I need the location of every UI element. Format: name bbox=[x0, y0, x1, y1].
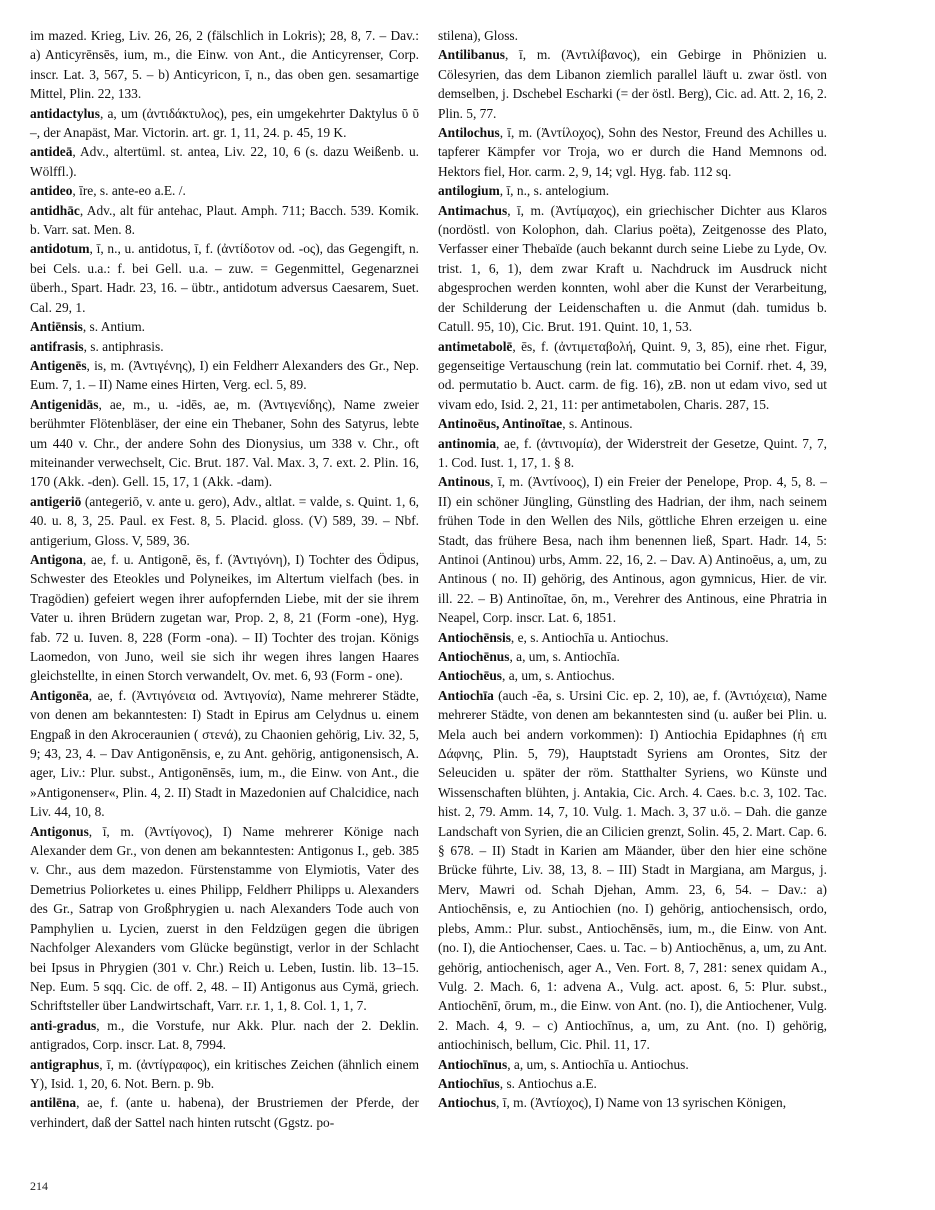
entry-text: , s. Antinous. bbox=[562, 416, 633, 432]
dictionary-entry bbox=[438, 686, 827, 1055]
entry-text: stilena), Gloss. bbox=[438, 28, 518, 43]
headword: antigeriō bbox=[30, 493, 82, 509]
headword: Antiochus bbox=[438, 1095, 497, 1111]
entry-text: , ī, n., s. antelogium. bbox=[499, 183, 610, 199]
entry-text: , s. Antiochus a.E. bbox=[499, 1075, 597, 1091]
headword: antidhāc bbox=[30, 202, 80, 218]
headword: antigraphus bbox=[30, 1056, 100, 1072]
headword: Antiochīus bbox=[438, 1075, 500, 1091]
dictionary-entry bbox=[30, 1055, 419, 1094]
dictionary-entry bbox=[438, 628, 827, 647]
dictionary-entry bbox=[30, 201, 419, 240]
dictionary-entry bbox=[30, 395, 419, 492]
headword: Antiochīa bbox=[438, 687, 494, 703]
entry-text: , ī, m. (Ἀντίγονος), I) Name mehrerer Könige nach Alexander dem Gr., von denen am bekanntesten: Antigonus I., geb. 385 v. Chr., aus dem mazedon. Fürstenstamme von Elymiotis, Vater des Demetrius Poliorketes u. eines Philipp, Feldherr Philipps u. Alexanders des Gr., Satrap von Großphrygien u. nach Alexanders Tode auch von Pamphylien u. Lycien, zuerst in den Feldzügen gegen die übrigen Nachfolger Alexanders vom Glücke begünstigt, verlor in der Schlacht bei Ipsus in Phrygien (301 v. Chr.) Reich u. Leben, Iustin. lib. 13–15. Nep. Eum. 5 sqq. Cic. de off. 2, 48. – II) Antigonus aus Cymä, griech. Schriftsteller über Landwirtschaft, Varr. r.r. 1, 1, 8. Col. 1, 1, 7. bbox=[30, 823, 419, 1014]
entry-text: , a, um, s. Antiochus. bbox=[502, 668, 615, 684]
dictionary-entry bbox=[30, 822, 419, 1016]
entry-text: , is, m. (Ἀντιγένης), I) ein Feldherr Alexanders des Gr., Nep. Eum. 7, 1. – II) Name eines Hirten, Verg. ecl. 5, 89. bbox=[30, 357, 419, 393]
headword: antilēna bbox=[30, 1095, 77, 1111]
headword: Antiochēnsis bbox=[438, 629, 511, 645]
entry-text: , īre, s. ante-eo a.E. /. bbox=[72, 183, 186, 199]
dictionary-entry bbox=[30, 181, 419, 200]
dictionary-entry bbox=[30, 492, 419, 550]
entry-text: , a, um, s. Antiochīa. bbox=[509, 649, 620, 664]
entry-text: , a, um (ἀντιδάκτυλος), pes, ein umgekehrter Daktylus ῦ ῦ –, der Anapäst, Mar. Victorin. art. gr. 1, 11, 24. p. 45, 19 K. bbox=[30, 105, 419, 141]
entry-text: , s. antiphrasis. bbox=[83, 338, 164, 354]
dictionary-entry bbox=[438, 337, 827, 415]
headword: Antiochēus bbox=[438, 668, 502, 684]
headword: Antiochīnus bbox=[438, 1056, 508, 1072]
headword: Antigenēs bbox=[30, 357, 87, 373]
entry-text: (auch -ēa, s. Ursini Cic. ep. 2, 10), ae, f. (Ἀντιόχεια), Name mehrerer Städte, von denen am bekanntesten sind (u. außer bei Plin. u. Mela auch bei andern vorkommen): I) Antiochia Epidaphnes (ἡ επι Δάφνης, Plin. 5, 79), Hauptstadt Syriens am Orontes, Sitz der Seleuciden u. später der röm. Statthalter Syriens, wo Künste und Wissenschaften blühten, j. Antakia, Cic. Arch. 4. Caes. b.c. 3, 102. Tac. hist. 2, 79. Amm. 14, 7, 10. Vulg. 1. Mach. 3, 37 u.ö. – Dah. die ganze Landschaft von Syrien, die an Cilicien grenzt, Solin. 45, 2. Mart. Cap. 6. § 678. – II) Stadt in Karien am Mäander, über den hier eine schöne Brücke führte, Liv. 38, 13, 8. – III) Stadt in Margiana, am Margus, j. Merv, Mawri od. Schah Djehan, Amm. 23, 6, 54. – Dav.: a) Antiochēnsis, e, zu Antiochien (no. I) gehörig, antiochensisch, ordo, plebs, Amm.: Plur. subst., Antiochēnsēs, ium, m., die Einw. von Ant. (no. I), die Antiochenser, Caes. u. Tac. – b) Antiochēnus, a, um, zu Ant. gehörig, antiochenisch, ager A., Ven. Fort. 8, 7, 281: senex quidam A., Vulg. 2. Mach. 6, 1: advena A., Vulg. act. apost. 6, 5: Plur. subst., Antiochēnī, ōrum, m., die Einw. von Ant. (no. I), die Antiochener, Vulg. 2. Mach. 4, 9. – c) Antiochīnus, a, um, zu Ant. (no. I) gehörig, antiochinisch, bellum, Cic. Phil. 11, 17. bbox=[438, 687, 827, 1053]
entry-text: , ī, m. (Ἀντίλοχος), Sohn des Nestor, Freund des Achilles u. tapferer Kämpfer vor Troja, wo er durch die Hand Memnons od. Hektors fiel, Hor. carm. 2, 9, 14; vgl. Hyg. fab. 112 sq. bbox=[438, 125, 827, 179]
headword: antifrasis bbox=[30, 338, 84, 354]
dictionary-entry bbox=[30, 142, 419, 181]
headword: Antilibanus bbox=[438, 47, 505, 63]
entry-text: , m., die Vorstufe, nur Akk. Plur. nach der 2. Deklin. antigrados, Corp. inscr. Lat. 8, 7994. bbox=[30, 1017, 419, 1053]
entry-text: im mazed. Krieg, Liv. 26, 26, 2 (fälschlich in Lokris); 28, 8, 7. – Dav.: a) Anticyrēnsēs, ium, m., die Einw. von Ant., die Anticyrenser, Corp. inscr. Lat. 3, 567, 5. – b) Anticyricon, ī, n., das oben gen. sesamartige Mittel, Plin. 22, 133. bbox=[30, 28, 419, 102]
headword: anti-gradus bbox=[30, 1017, 97, 1033]
headword: Antigona bbox=[30, 551, 83, 567]
entry-text: , ī, n., u. antidotus, ī, f. (ἀντίδοτον od. -ος), das Gegengift, n. bei Cels. u.a.: f. bei Gell. u.a. – zuw. = Gegenmittel, Gegenarznei überh., Spart. Hadr. 23, 16. – übtr., antidotum adversus Caesarem, Suet. Cal. 29, 1. bbox=[30, 241, 419, 315]
headword: Antilochus bbox=[438, 125, 500, 141]
entry-text: , e, s. Antiochīa u. Antiochus. bbox=[510, 629, 669, 645]
entry-text: (antegeriō, v. ante u. gero), Adv., altlat. = valde, s. Quint. 1, 6, 40. u. 8, 3, 25. Paul. ex Fest. 8, 5. Placid. gloss. (V) 589, 39. – Nbf. antigerium, Gloss. V, 589, 36. bbox=[30, 493, 419, 548]
headword: Antiochēnus bbox=[438, 649, 510, 664]
entry-text: , s. Antium. bbox=[82, 319, 145, 335]
dictionary-entry bbox=[30, 1016, 419, 1055]
dictionary-entry bbox=[30, 550, 419, 686]
dictionary-entry bbox=[438, 1074, 827, 1093]
left-column bbox=[30, 26, 419, 1132]
dictionary-entry bbox=[438, 45, 827, 123]
dictionary-entry bbox=[30, 1093, 419, 1132]
dictionary-entry bbox=[438, 434, 827, 473]
headword: Antinoēus, Antinoītae bbox=[438, 416, 563, 432]
dictionary-entry bbox=[438, 26, 827, 45]
headword: Antimachus bbox=[438, 202, 508, 218]
entry-text: , ae, f. (ante u. habena), der Brustriemen der Pferde, der verhindert, daß der Sattel nach hinten rutscht (Ggstz. po- bbox=[30, 1095, 419, 1130]
dictionary-entry bbox=[30, 686, 419, 822]
entry-text: , a, um, s. Antiochīa u. Antiochus. bbox=[507, 1056, 689, 1072]
entry-text: , ēs, f. (ἀντιμεταβολή, Quint. 9, 3, 85), eine rhet. Figur, gegenseitige Vertauschung (rein lat. commutatio bei Cornif. rhet. 4, 39, od. permutatio b. Auct. carm. de fig. 16), zB. non ut edam vivo, sed ut vivam edo, Isid. 2, 21, 11: per antimetabolen, Charis. 287, 15. bbox=[438, 338, 827, 412]
headword: Antigenidās bbox=[30, 396, 99, 412]
dictionary-entry bbox=[438, 181, 827, 200]
headword: antidotum bbox=[30, 241, 90, 257]
headword: Antiēnsis bbox=[30, 319, 83, 335]
dictionary-entry bbox=[438, 123, 827, 181]
entry-text: , ī, m. (Ἀντιλίβανος), ein Gebirge in Phönizien u. Cölesyrien, das dem Libanon ziemlich parallel läuft u. zwar östl. von demselben, j. Dschebel Escharki (= der östl. Berg), Cic. ad. Att. 2, 16, 2. Plin. 5, 77. bbox=[438, 47, 827, 121]
dictionary-entry bbox=[438, 472, 827, 627]
dictionary-entry bbox=[438, 1093, 827, 1112]
headword: Antigonus bbox=[30, 823, 89, 839]
entry-text: , ae, m., u. -idēs, ae, m. (Ἀντιγενίδης), Name zweier berühmter Flötenbläser, der eine ein Thebaner, Sohn des Satyrus, lebte um 440 v. Chr., der andere Sohn des Dionysius, um 338 v. Chr., oft miteinander verwechselt, Cic. Brut. 187. Val. Max. 3, 7. ext. 2. Plin. 16, 170 (Akk. -den). Gell. 15, 17, 1 (Akk. -dam). bbox=[30, 396, 419, 490]
entry-text: , ī, m. (Ἀντίνοος), I) ein Freier der Penelope, Prop. 4, 5, 8. – II) ein schöner Jüngling, Günstling des Hadrian, der ihm, nach seinem frühen Tode in den Wellen des Nils, göttliche Ehren erzeigen u. eine Stadt, das frühere Besa, nach ihm benennen ließ, Spart. Hadr. 14, 5: Antinoi (Antinou) urbs, Amm. 22, 16, 2. – Dav. A) Antinoēus, a, um, zu Antinous ( no. II) gehörig, des Antinous, agon gymnicus, Hier. de vir. ill. 22. – B) Antinoītae, ōn, m., Verehrer des Antinous, eine Phratria in Neapel, Corp. inscr. Lat. 6, 1851. bbox=[438, 474, 827, 626]
headword: antilogium bbox=[438, 183, 500, 199]
entry-text: , ae, f. (Ἀντιγόνεια od. Ἀντιγονία), Name mehrerer Städte, von denen am bekanntesten: I) Stadt in Epirus am Celydnus u. einem Engpaß in den Akroceraunien ( στενά), zu Chaonien gehörig, Liv. 32, 5, 9; 43, 23, 4. – Dav Antigonēnsis, e, zu Ant. gehörig, antigonensisch, A. ager, Liv.: Plur. subst., Antigonēnsēs, ium, m., die Einw. von Ant., die »Antigonenser«, Plin. 4, 2. II) Stadt in Mazedonien auf Chalcidice, nach Liv. 44, 10, 8. bbox=[30, 687, 419, 820]
dictionary-entry bbox=[30, 239, 419, 317]
dictionary-entry bbox=[30, 337, 419, 356]
right-column bbox=[438, 26, 827, 1113]
headword: antinomia bbox=[438, 435, 497, 451]
dictionary-entry bbox=[438, 414, 827, 433]
headword: antimetabolē bbox=[438, 338, 513, 354]
headword: antideo bbox=[30, 183, 73, 199]
dictionary-entry bbox=[438, 1055, 827, 1074]
headword: Antigonēa bbox=[30, 687, 89, 703]
dictionary-entry bbox=[30, 317, 419, 336]
entry-text: , ae, f. u. Antigonē, ēs, f. (Ἀντιγόνη), I) Tochter des Ödipus, Schwester des Eteokles und Polyneikes, im Altertum vielfach (bes. in Tragödien) gefeiert wegen ihrer aufopfernden Liebe, mit der sie ihrem Vater u. ihren Brüdern zugetan war, Prop. 2, 8, 21 (Form -one), Hyg. fab. 72 u. Iuven. 8, 228 (Form -ona). – II) Tochter des trojan. Königs Laomedon, von Juno, weil sie sich ihr wegen ihres langen Haares gleichstellte, in einen Storch verwandelt, Ov. met. 6, 93 (Form - one). bbox=[30, 551, 419, 684]
headword: antideā bbox=[30, 144, 73, 160]
entry-text: , ī, m. (Ἀντίοχος), I) Name von 13 syrischen Königen, bbox=[496, 1095, 787, 1111]
entry-text: , Adv., alt für antehac, Plaut. Amph. 711; Bacch. 539. Komik. b. Varr. sat. Men. 8. bbox=[30, 202, 419, 238]
dictionary-entry bbox=[438, 201, 827, 337]
entry-text: , ī, m. (Ἀντίμαχος), ein griechischer Dichter aus Klaros (nordöstl. von Kolophon, dah. Clarius poëta), Zeitgenosse des Plato, Verfasser einer Thebaïde (auch bekannt durch seine Liebe zu Lyde, Ov. trist. 1, 6, 1), dem zwar Kraft u. Nachdruck im Ausdruck nicht abgesprochen werden konnten, wohl aber die Kunst der Verarbeitung, der Schilderung der Leidenschaften u. die Anmut (dah. tumidus b. Catull. 95, 10), Cic. Brut. 191. Quint. 10, 1, 53. bbox=[438, 202, 827, 335]
dictionary-entry bbox=[30, 356, 419, 395]
headword: Antinous bbox=[438, 474, 491, 490]
entry-text: , ī, m. (ἀντίγραφος), ein kritisches Zeichen (ähnlich einem Y), Isid. 1, 20, 6. Not. Bern. p. 9b. bbox=[30, 1056, 419, 1091]
page-number: 214 bbox=[30, 1179, 48, 1193]
dictionary-entry bbox=[30, 26, 419, 104]
dictionary-entry bbox=[438, 666, 827, 685]
headword: antidactylus bbox=[30, 105, 100, 121]
entry-text: , Adv., altertüml. st. antea, Liv. 22, 10, 6 (s. dazu Weißenb. u. Wölffl.). bbox=[30, 144, 419, 179]
dictionary-entry bbox=[30, 104, 419, 143]
dictionary-entry bbox=[438, 647, 827, 666]
entry-text: , ae, f. (ἀντινομία), der Widerstreit der Gesetze, Quint. 7, 7, 1. Cod. Iust. 1, 17, 1. § 8. bbox=[438, 435, 827, 470]
